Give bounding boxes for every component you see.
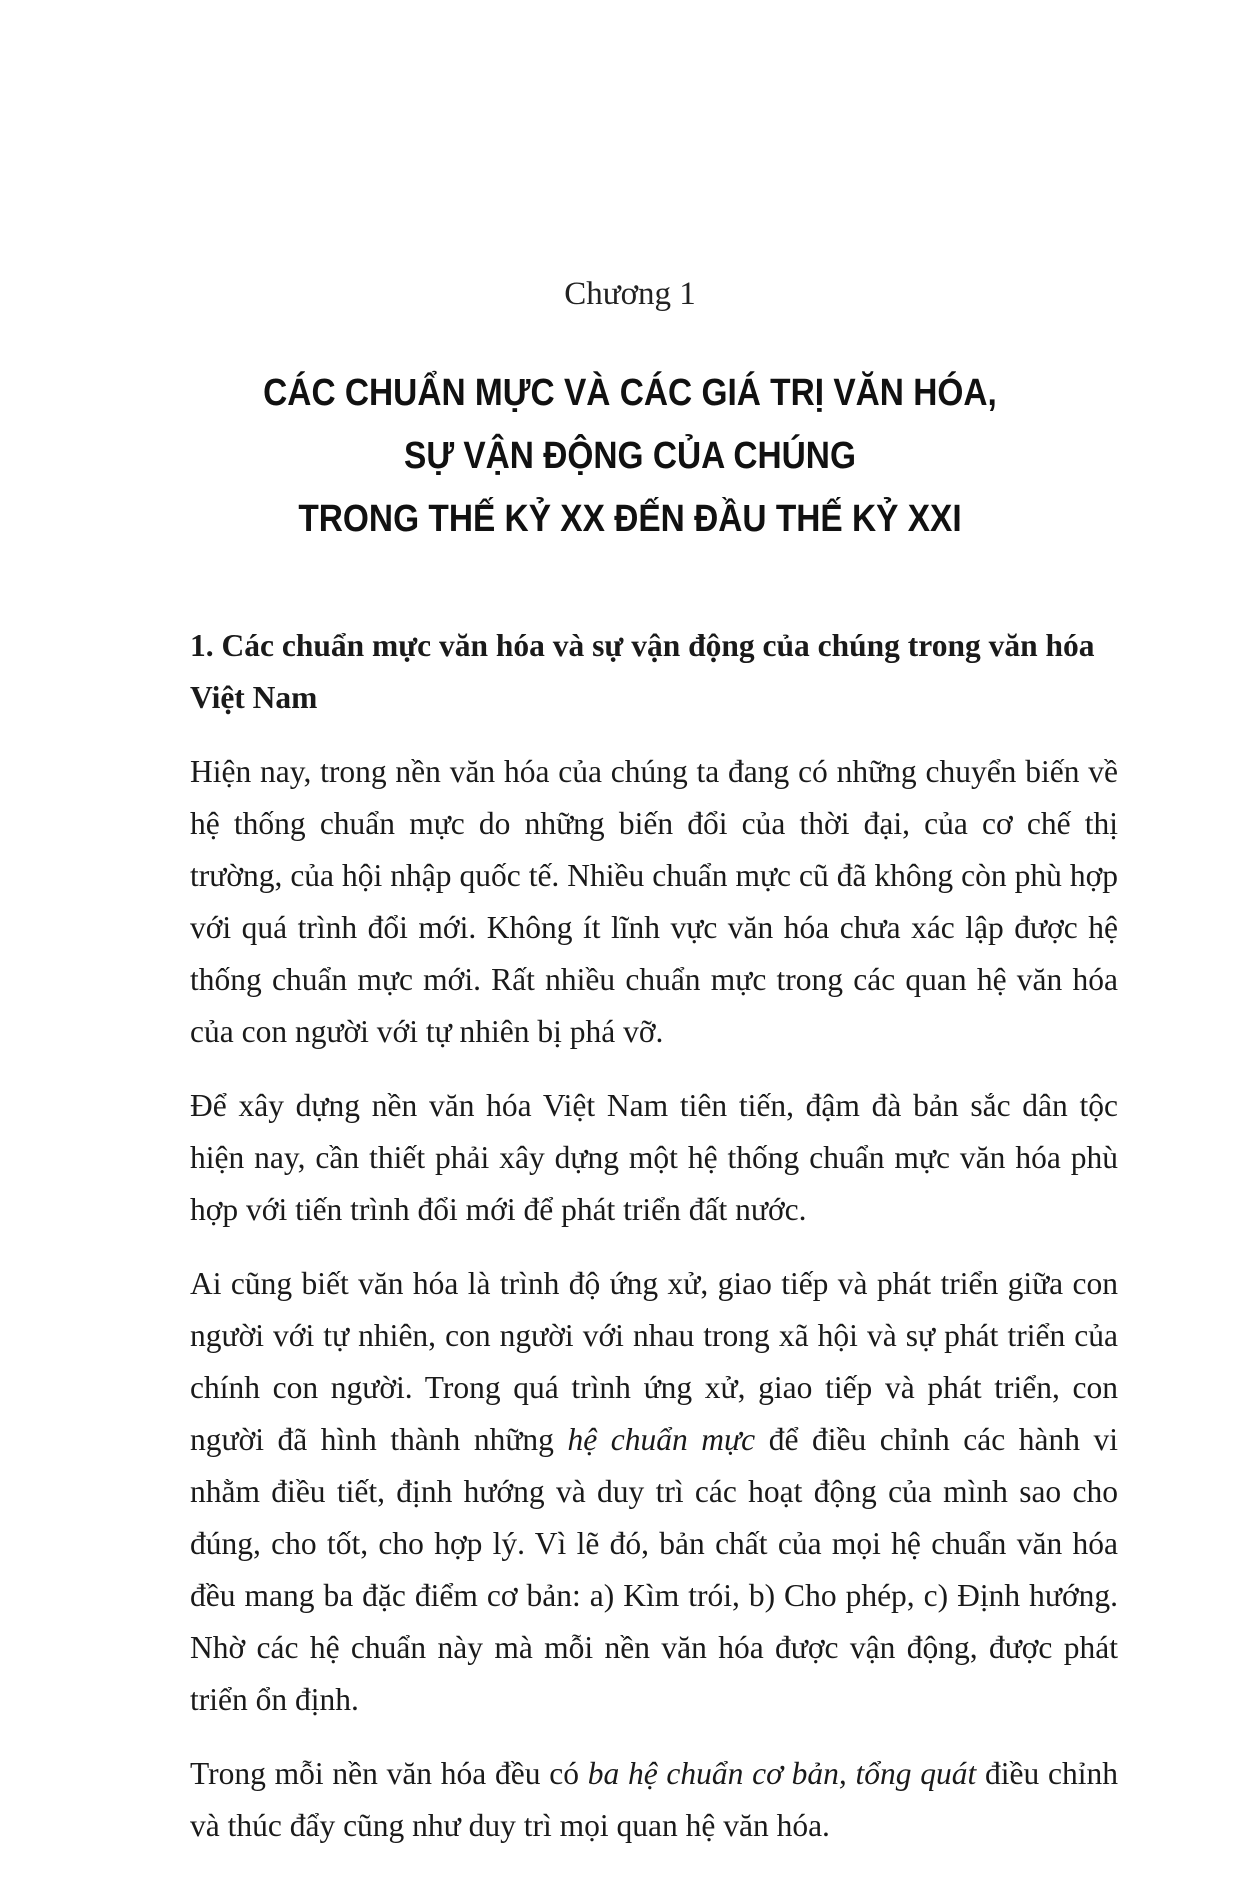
- paragraph-4: [190, 1748, 1118, 1852]
- paragraph-4-emphasis: ba hệ chuẩn cơ bản, tổng quát: [587, 1756, 977, 1791]
- section-heading: 1. Các chuẩn mực văn hóa và sự vận động của chúng trong văn hóa Việt Nam: [190, 628, 1095, 715]
- paragraph-3-emphasis: hệ chuẩn mực: [567, 1422, 756, 1457]
- paragraph-3-text-a: Ai cũng biết văn hóa là trình độ ứng xử, giao tiếp và phát triển giữa con người với tự nhiên, con người với nhau trong xã hội và sự phát triển của chính con người. Trong quá trình ứng xử, giao tiếp và phát triển, con người đã hình thành những: [190, 1266, 1118, 1457]
- paragraph-4-text-b: điều chỉnh và thúc đẩy cũng như duy trì mọi quan hệ văn hóa.: [190, 1756, 1118, 1843]
- chapter-body: [190, 620, 1118, 1874]
- paragraph-3-text-b: để điều chỉnh các hành vi nhằm điều tiết, định hướng và duy trì các hoạt động của mình sao cho đúng, cho tốt, cho hợp lý. Vì lẽ đó, bản chất của mọi hệ chuẩn văn hóa đều mang ba đặc điểm cơ bản: a) Kìm trói, b) Cho phép, c) Định hướng. Nhờ các hệ chuẩn này mà mỗi nền văn hóa được vận động, được phát triển ổn định.: [190, 1422, 1118, 1717]
- chapter-title-line-3: TRONG THẾ KỶ XX ĐẾN ĐẦU THẾ KỶ XXI: [298, 498, 962, 540]
- paragraph-3: [190, 1258, 1118, 1726]
- chapter-number: Chương 1: [564, 276, 696, 312]
- chapter-title: [76, 362, 1185, 551]
- chapter-title-line-1: CÁC CHUẨN MỰC VÀ CÁC GIÁ TRỊ VĂN HÓA,: [263, 372, 997, 414]
- chapter-title-line-2: SỰ VẬN ĐỘNG CỦA CHÚNG: [404, 435, 856, 477]
- paragraph-4-text-a: Trong mỗi nền văn hóa đều có: [190, 1756, 588, 1791]
- paragraph-2: Để xây dựng nền văn hóa Việt Nam tiên tiến, đậm đà bản sắc dân tộc hiện nay, cần thiết phải xây dựng một hệ thống chuẩn mực văn hóa phù hợp với tiến trình đổi mới để phát triển đất nước.: [190, 1088, 1118, 1227]
- paragraph-1: Hiện nay, trong nền văn hóa của chúng ta đang có những chuyển biến về hệ thống chuẩn mực do những biến đổi của thời đại, của cơ chế thị trường, của hội nhập quốc tế. Nhiều chuẩn mực cũ đã không còn phù hợp với quá trình đổi mới. Không ít lĩnh vực văn hóa chưa xác lập được hệ thống chuẩn mực mới. Rất nhiều chuẩn mực trong các quan hệ văn hóa của con người với tự nhiên bị phá vỡ.: [190, 754, 1118, 1049]
